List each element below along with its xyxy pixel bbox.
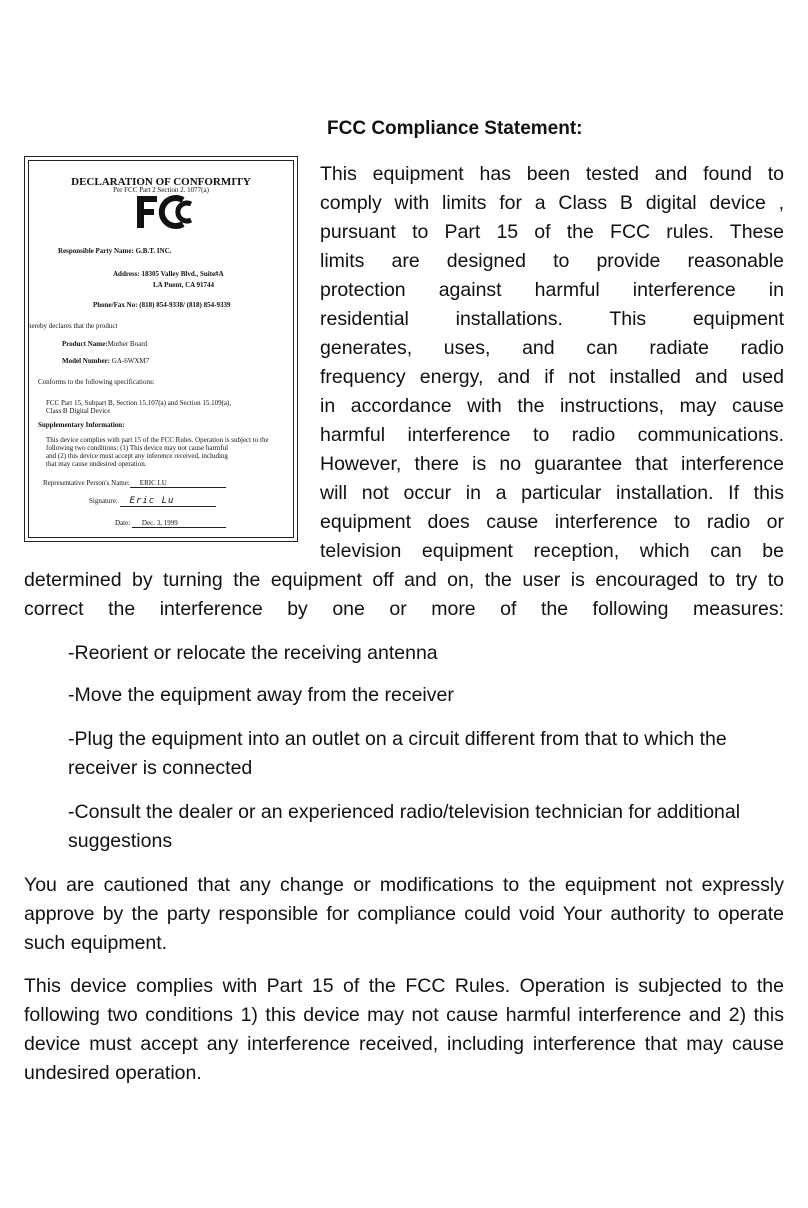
model-row: Model Number: GA-6WXM7	[62, 357, 150, 365]
paragraph-line: in accordance with the instructions, may cause	[320, 395, 784, 417]
supp-line3: and (2) this device must accept any inference received, including	[46, 452, 228, 460]
measure-item: -Reorient or relocate the receiving antenna	[68, 642, 438, 664]
declaration-subtitle: Per FCC Part 2 Section 2. 1077(a)	[113, 186, 209, 194]
supp-line1: This device complies with part 15 of the FCC Rules. Operation is subject to the	[46, 436, 269, 444]
address-row: Address: 18305 Valley Blvd., Suite#A	[113, 270, 224, 278]
declaration-title: DECLARATION OF CONFORMITY	[71, 176, 251, 188]
fcc-logo-icon	[135, 194, 199, 230]
spec-line1: FCC Part 15, Subpart B, Section 15.107(a) and Section 15.109(a),	[46, 399, 232, 407]
signature-row: Signature: Eric Lu	[89, 496, 216, 507]
paragraph-line: protection against harmful interference in	[320, 279, 784, 301]
paragraph-line: comply with limits for a Class B digital device ,	[320, 192, 784, 214]
supp-line4: that may cause undesired operation.	[46, 460, 147, 468]
compliance-paragraph: This device complies with Part 15 of the FCC Rules. Operation is subjected to the following two conditions 1) this device may not cause harmful interference and 2) this device must accept any interference received, including interference that may cause undesired operation.	[24, 975, 784, 1084]
conforms-text: Conforms to the following specifications:	[38, 378, 155, 386]
declaration-inner-frame	[28, 160, 294, 538]
paragraph-line: generates, uses, and can radiate radio	[320, 337, 784, 359]
paragraph-line: pursuant to Part 15 of the FCC rules. These	[320, 221, 784, 243]
paragraph-line: However, there is no guarantee that interference	[320, 453, 784, 475]
paragraph-line: determined by turning the equipment off and on, the user is encouraged to try to	[24, 569, 784, 591]
signature-image: Eric Lu	[120, 496, 216, 507]
spec-line2: Class B Digital Device	[46, 407, 111, 415]
supp-line2: following two conditions: (1) This device may not cause harmful	[46, 444, 229, 452]
paragraph-line: harmful interference to radio communications.	[320, 424, 784, 446]
representative-row: Representative Person's Name: ERIC LU	[43, 479, 226, 488]
phone-row: Phone/Fax No: (818) 854-9338/ (818) 854-9339	[93, 301, 231, 309]
address-line2: LA Puent, CA 91744	[153, 281, 215, 289]
date-row: Date: Dec. 3, 1999	[115, 519, 226, 528]
measure-item: -Plug the equipment into an outlet on a circuit different from that to which the receiver is connected	[68, 728, 727, 779]
measure-item: -Move the equipment away from the receiver	[68, 684, 454, 706]
measure-item: -Consult the dealer or an experienced radio/television technician for additional suggestions	[68, 801, 741, 852]
paragraph-line: will not occur in a particular installation. If this	[320, 482, 784, 504]
page-title: FCC Compliance Statement:	[327, 118, 583, 139]
paragraph-line: residential installations. This equipment	[320, 308, 784, 330]
hereby-text: hereby declares that the product	[28, 322, 118, 330]
paragraph-1-column	[320, 160, 784, 566]
paragraph-line: television equipment reception, which can be	[320, 540, 784, 562]
paragraph-line: This equipment has been tested and found to	[320, 163, 784, 185]
product-row: Product Name:Mother Board	[62, 340, 148, 348]
paragraph-1-continuation	[24, 566, 784, 624]
paragraph-line: equipment does cause interference to radio or	[320, 511, 784, 533]
paragraph-line: frequency energy, and if not installed and used	[320, 366, 784, 388]
caution-paragraph: You are cautioned that any change or modifications to the equipment not expressly approve by the party responsible for compliance could void Your authority to operate such equipment.	[24, 874, 784, 954]
paragraph-line: limits are designed to provide reasonable	[320, 250, 784, 272]
supplementary-label: Supplementary Information:	[38, 421, 125, 429]
responsible-party-row: Responsible Party Name: G.B.T. INC.	[58, 247, 172, 255]
paragraph-line: correct the interference by one or more of the following measures:	[24, 598, 784, 620]
declaration-of-conformity-box	[24, 156, 298, 542]
